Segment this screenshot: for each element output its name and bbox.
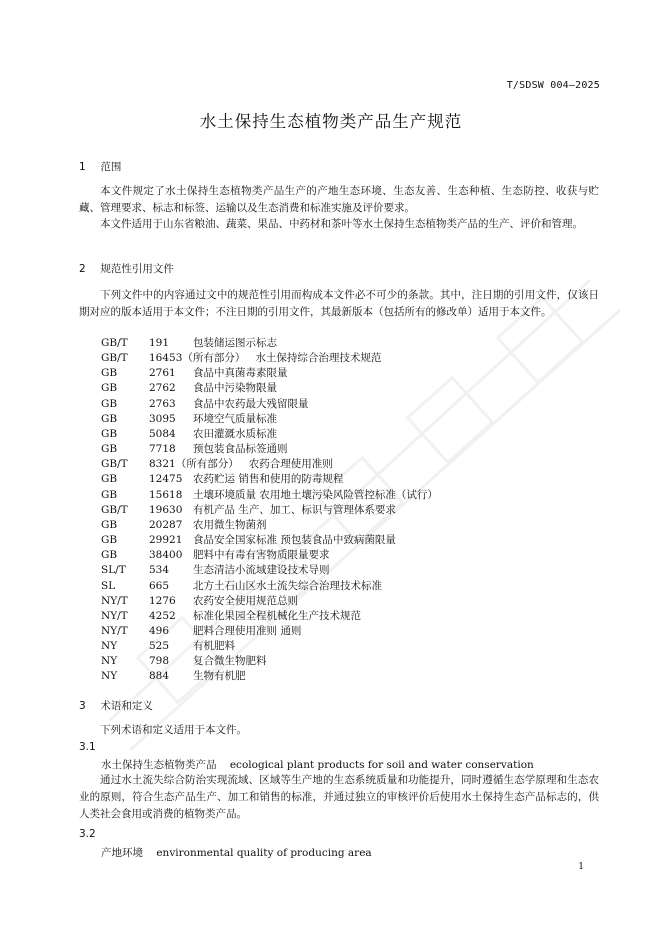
- reference-item: [101, 412, 438, 427]
- reference-item: [101, 654, 438, 669]
- clause-number: 3.1: [79, 741, 96, 753]
- term-english: environmental quality of producing area: [156, 847, 372, 859]
- reference-title: 土壤环境质量 农用地土壤污染风险管控标准（试行）: [193, 488, 438, 501]
- reference-title: 有机肥料: [193, 640, 236, 653]
- reference-item: [101, 397, 438, 412]
- reference-number: 8321（所有部分）: [149, 458, 239, 471]
- reference-list: [101, 336, 438, 685]
- section-title: 范围: [100, 161, 122, 173]
- reference-code: GB: [101, 427, 118, 440]
- reference-item: [101, 624, 438, 639]
- reference-item: [101, 594, 438, 609]
- reference-code: GB: [101, 518, 118, 531]
- term-chinese: 水土保持生态植物类产品: [101, 759, 217, 771]
- reference-number: 20287: [149, 518, 183, 531]
- reference-title: 水土保持综合治理技术规范: [255, 352, 382, 365]
- reference-item: [101, 503, 438, 518]
- reference-number: 3095: [149, 412, 176, 425]
- reference-title: 农用微生物菌剂: [193, 518, 267, 531]
- section-1-heading: [79, 159, 121, 174]
- reference-code: NY/T: [101, 609, 128, 622]
- reference-code: NY: [101, 655, 118, 668]
- page-number: 1: [578, 862, 584, 872]
- reference-item: [101, 336, 438, 351]
- section-title: 规范性引用文件: [100, 263, 174, 275]
- section-number: 3: [79, 700, 86, 712]
- reference-item: [101, 563, 438, 578]
- reference-number: 19630: [149, 503, 183, 516]
- reference-title: 农田灌溉水质标准: [193, 427, 278, 440]
- reference-code: GB/T: [101, 503, 128, 516]
- reference-number: 525: [149, 640, 170, 653]
- section-title: 术语和定义: [100, 700, 153, 712]
- reference-code: GB: [101, 367, 118, 380]
- reference-title: 包装储运图示标志: [193, 337, 278, 349]
- reference-code: NY: [101, 670, 118, 683]
- reference-item: [101, 669, 438, 684]
- term-entry: [101, 757, 534, 772]
- reference-number: 16453（所有部分）: [149, 352, 246, 365]
- paragraph: 下列文件中的内容通过文中的规范性引用而构成本文件必不可少的条款。其中，注日期的引用文件，仅该日期对应的版本适用于本文件；不注日期的引用文件，其最新版本（包括所有的修改单）适用于本文件。: [79, 289, 599, 318]
- reference-item: [101, 579, 438, 594]
- document-title: 水土保持生态植物类产品生产规范: [199, 112, 463, 131]
- reference-code: GB/T: [101, 337, 128, 349]
- section-number: 2: [79, 263, 86, 275]
- reference-number: 191: [149, 337, 170, 349]
- reference-item: [101, 518, 438, 533]
- reference-title: 食品安全国家标准 预包装食品中致病菌限量: [193, 534, 396, 547]
- section-number: 1: [79, 161, 86, 173]
- term-chinese: 产地环境: [101, 847, 143, 859]
- reference-item: [101, 472, 438, 487]
- reference-number: 7718: [149, 443, 176, 456]
- standard-number: T/SDSW 004—2025: [506, 80, 600, 91]
- reference-number: 15618: [149, 488, 183, 501]
- reference-number: 4252: [149, 609, 176, 622]
- section-2-heading: [79, 261, 174, 276]
- reference-code: SL: [101, 579, 116, 592]
- reference-title: 环境空气质量标准: [193, 412, 278, 425]
- reference-code: GB: [101, 488, 118, 501]
- reference-number: 29921: [149, 534, 183, 547]
- term-entry: [101, 845, 372, 860]
- reference-code: GB: [101, 397, 118, 410]
- reference-title: 食品中真菌毒素限量: [193, 367, 288, 380]
- reference-code: GB: [101, 549, 118, 562]
- reference-number: 38400: [149, 549, 183, 562]
- reference-title: 复合微生物肥料: [193, 655, 267, 668]
- reference-number: 2762: [149, 382, 176, 395]
- term-english: ecological plant products for soil and water conservation: [229, 759, 534, 771]
- reference-title: 食品中污染物限量: [193, 382, 278, 395]
- term-definition: 通过水土流失综合防治实现流域、区域等生产地的生态系统质量和功能提升，同时遵循生态学原理和生态农业的原则，符合生态产品生产、加工和销售的标准，并通过独立的审核评价后使用水土保持生态产品标志的，供人类社会食用或消费的植物类产品。: [79, 774, 599, 820]
- reference-title: 北方土石山区水土流失综合治理技术标准: [193, 579, 383, 592]
- reference-number: 665: [149, 579, 170, 592]
- paragraph: 本文件规定了水土保持生态植物类产品生产的产地生态环境、生态友善、生态种植、生态防控、收获与贮藏、管理要求、标志和标签、运输以及生态消费和标准实施及评价要求。: [79, 185, 599, 214]
- reference-number: 534: [149, 564, 170, 577]
- reference-title: 预包装食品标签通则: [193, 443, 288, 456]
- reference-title: 肥料合理使用准则 通则: [193, 624, 302, 637]
- reference-title: 农药合理使用准则: [248, 458, 333, 471]
- reference-title: 标准化果园全程机械化生产技术规范: [193, 609, 362, 622]
- reference-number: 12475: [149, 473, 183, 486]
- reference-code: GB: [101, 534, 118, 547]
- paragraph: 本文件适用于山东省粮油、蔬菜、果品、中药材和茶叶等水土保持生态植物类产品的生产、评价和管理。: [100, 218, 583, 230]
- reference-title: 生态清洁小流域建设技术导则: [193, 564, 330, 577]
- reference-item: [101, 381, 438, 396]
- reference-code: SL/T: [101, 564, 126, 577]
- reference-code: GB: [101, 473, 118, 486]
- reference-code: NY/T: [101, 594, 128, 607]
- reference-number: 798: [149, 655, 170, 668]
- reference-code: GB/T: [101, 352, 128, 365]
- reference-item: [101, 609, 438, 624]
- reference-item: [101, 366, 438, 381]
- reference-item: [101, 548, 438, 563]
- reference-code: GB: [101, 443, 118, 456]
- reference-number: 496: [149, 624, 170, 637]
- reference-item: [101, 457, 438, 472]
- reference-code: GB: [101, 382, 118, 395]
- clause-number: 3.2: [79, 828, 96, 840]
- paragraph: 下列术语和定义适用于本文件。: [100, 724, 247, 736]
- section-3-heading: [79, 698, 153, 713]
- reference-title: 肥料中有毒有害物质限量要求: [193, 549, 330, 562]
- reference-number: 2763: [149, 397, 176, 410]
- reference-number: 1276: [149, 594, 176, 607]
- reference-title: 农药贮运 销售和使用的防毒规程: [193, 473, 344, 486]
- reference-code: GB: [101, 412, 118, 425]
- reference-item: [101, 351, 438, 366]
- reference-item: [101, 488, 438, 503]
- reference-number: 5084: [149, 427, 176, 440]
- reference-code: NY/T: [101, 624, 128, 637]
- reference-item: [101, 533, 438, 548]
- reference-item: [101, 427, 438, 442]
- reference-title: 食品中农药最大残留限量: [193, 397, 309, 410]
- reference-title: 农药安全使用规范总则: [193, 594, 299, 607]
- reference-title: 生物有机肥: [193, 670, 246, 683]
- reference-item: [101, 442, 438, 457]
- reference-number: 884: [149, 670, 170, 683]
- reference-code: GB/T: [101, 458, 128, 471]
- reference-code: NY: [101, 640, 118, 653]
- reference-number: 2761: [149, 367, 176, 380]
- reference-item: [101, 639, 438, 654]
- reference-title: 有机产品 生产、加工、标识与管理体系要求: [193, 503, 396, 516]
